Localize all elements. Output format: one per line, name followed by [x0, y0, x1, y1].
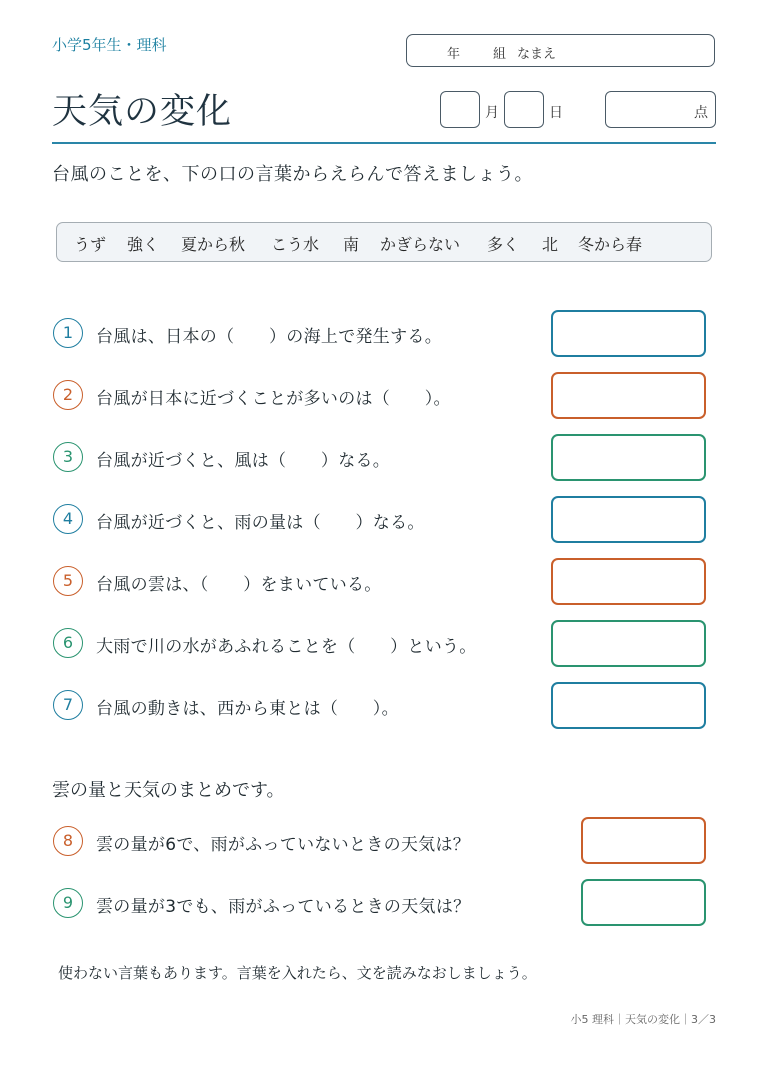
- question-text: 台風の動きは、西から東とは（ ）。: [96, 699, 399, 719]
- header-divider: [52, 142, 716, 144]
- question-text: 台風が日本に近づくことが多いのは（ ）。: [96, 389, 451, 409]
- page-title: 天気の変化: [52, 92, 233, 132]
- question-text: 大雨で川の水があふれることを（ ）という。: [96, 637, 477, 657]
- score-field[interactable]: [605, 91, 716, 128]
- word-bank-item: こう水: [271, 235, 320, 254]
- day-label: 日: [549, 105, 563, 121]
- word-bank-item: 多く: [487, 235, 520, 254]
- question-number: 4: [53, 504, 83, 534]
- day-field[interactable]: [504, 91, 544, 128]
- instruction: 台風のことを、下の口の言葉からえらんで答えましょう。: [52, 164, 533, 185]
- answer-box[interactable]: [581, 879, 706, 926]
- answer-box[interactable]: [551, 558, 706, 605]
- namae-label: なまえ: [517, 47, 557, 62]
- question-text: 雲の量が3でも、雨がふっているときの天気は？: [96, 897, 471, 917]
- word-bank: [56, 222, 712, 262]
- month-field[interactable]: [440, 91, 480, 128]
- answer-box[interactable]: [551, 496, 706, 543]
- score-label: 点: [694, 105, 708, 121]
- month-label: 月: [485, 105, 499, 121]
- section-heading: 雲の量と天気のまとめです。: [52, 780, 285, 801]
- answer-box[interactable]: [551, 682, 706, 729]
- question-text: 台風は、日本の（ ）の海上で発生する。: [96, 327, 442, 347]
- question-number: 8: [53, 826, 83, 856]
- footer: 小5 理科｜天気の変化｜3／3: [570, 1013, 716, 1026]
- question-number: 6: [53, 628, 83, 658]
- nen-label: 年: [447, 47, 461, 62]
- word-bank-item: 南: [343, 235, 360, 254]
- question-number: 3: [53, 442, 83, 472]
- word-bank-item: うず: [74, 235, 107, 254]
- kumi-label: 組: [493, 47, 507, 62]
- word-bank-item: 冬から春: [578, 235, 643, 254]
- answer-box[interactable]: [581, 817, 706, 864]
- answer-box[interactable]: [551, 620, 706, 667]
- question-number: 7: [53, 690, 83, 720]
- question-text: 台風の雲は、（ ）をまいている。: [96, 575, 382, 595]
- word-bank-item: かぎらない: [380, 235, 461, 254]
- question-number: 9: [53, 888, 83, 918]
- question-number: 5: [53, 566, 83, 596]
- question-number: 2: [53, 380, 83, 410]
- word-bank-item: 強く: [127, 235, 160, 254]
- question-number: 1: [53, 318, 83, 348]
- question-text: 台風が近づくと、風は（ ）なる。: [96, 451, 391, 471]
- question-text: 雲の量が6で、雨がふっていないときの天気は？: [96, 835, 471, 855]
- question-text: 台風が近づくと、雨の量は（ ）なる。: [96, 513, 425, 533]
- grade-subject: 小学5年生・理科: [52, 36, 167, 54]
- note: 使わない言葉もあります。言葉を入れたら、文を読みなおしましょう。: [58, 964, 537, 982]
- word-bank-item: 夏から秋: [181, 235, 246, 254]
- answer-box[interactable]: [551, 372, 706, 419]
- name-field[interactable]: [406, 34, 715, 67]
- word-bank-item: 北: [542, 235, 559, 254]
- answer-box[interactable]: [551, 310, 706, 357]
- answer-box[interactable]: [551, 434, 706, 481]
